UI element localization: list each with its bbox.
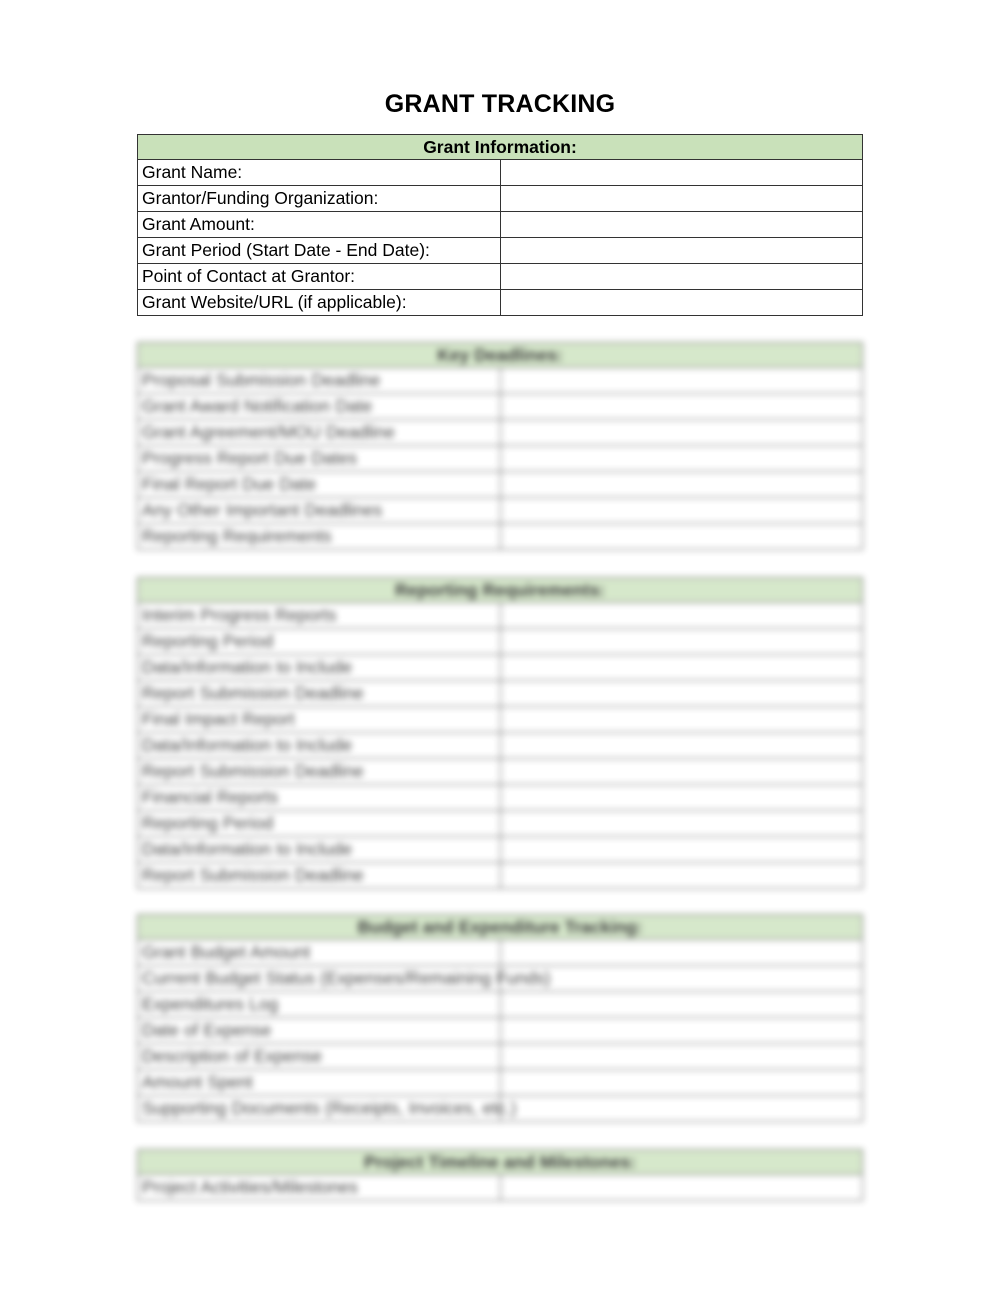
row-label: Grantor/Funding Organization: bbox=[138, 186, 501, 212]
value-cell[interactable] bbox=[500, 940, 863, 966]
table-row bbox=[138, 524, 863, 550]
row-label: Expenditures Log bbox=[138, 992, 501, 1018]
table-row bbox=[138, 1175, 863, 1201]
table-row bbox=[138, 603, 863, 629]
table-row bbox=[138, 368, 863, 394]
value-cell[interactable] bbox=[500, 863, 863, 889]
row-label: Report Submission Deadline bbox=[138, 759, 501, 785]
table-row bbox=[138, 940, 863, 966]
value-cell[interactable] bbox=[500, 472, 863, 498]
row-label: Proposal Submission Deadline bbox=[138, 368, 501, 394]
value-cell[interactable] bbox=[500, 1096, 863, 1122]
table-row bbox=[138, 992, 863, 1018]
value-cell[interactable] bbox=[500, 603, 863, 629]
value-cell[interactable] bbox=[500, 264, 863, 290]
grant-information-table bbox=[137, 134, 863, 316]
row-label: Supporting Documents (Receipts, Invoices, etc.) bbox=[138, 1096, 501, 1122]
table-row bbox=[138, 811, 863, 837]
row-label: Final Report Due Date bbox=[138, 472, 501, 498]
value-cell[interactable] bbox=[500, 811, 863, 837]
value-cell[interactable] bbox=[500, 186, 863, 212]
table-row bbox=[138, 472, 863, 498]
value-cell[interactable] bbox=[500, 681, 863, 707]
row-label: Final Impact Report bbox=[138, 707, 501, 733]
value-cell[interactable] bbox=[500, 446, 863, 472]
table-row bbox=[138, 863, 863, 889]
page-title: GRANT TRACKING bbox=[384, 90, 616, 118]
row-label: Amount Spent bbox=[138, 1070, 501, 1096]
value-cell[interactable] bbox=[500, 1018, 863, 1044]
row-label: Progress Report Due Dates bbox=[138, 446, 501, 472]
table-row bbox=[138, 394, 863, 420]
table-row bbox=[138, 655, 863, 681]
row-label: Reporting Period bbox=[138, 629, 501, 655]
table-header: Budget and Expenditure Tracking: bbox=[138, 915, 863, 940]
value-cell[interactable] bbox=[500, 238, 863, 264]
budget-tracking-table bbox=[137, 914, 863, 1122]
table-row bbox=[138, 707, 863, 733]
table-row bbox=[138, 186, 863, 212]
value-cell[interactable] bbox=[500, 707, 863, 733]
row-label: Reporting Requirements bbox=[138, 524, 501, 550]
table-row bbox=[138, 420, 863, 446]
row-label: Reporting Period bbox=[138, 811, 501, 837]
value-cell[interactable] bbox=[500, 759, 863, 785]
value-cell[interactable] bbox=[500, 1070, 863, 1096]
value-cell[interactable] bbox=[500, 837, 863, 863]
row-label: Grant Agreement/MOU Deadline bbox=[138, 420, 501, 446]
row-label: Description of Expense bbox=[138, 1044, 501, 1070]
row-label: Interim Progress Reports bbox=[138, 603, 501, 629]
value-cell[interactable] bbox=[500, 160, 863, 186]
value-cell[interactable] bbox=[500, 498, 863, 524]
table-header: Reporting Requirements: bbox=[138, 578, 863, 603]
row-label: Any Other Important Deadlines bbox=[138, 498, 501, 524]
table-row bbox=[138, 1096, 863, 1122]
value-cell[interactable] bbox=[500, 420, 863, 446]
value-cell[interactable] bbox=[500, 992, 863, 1018]
value-cell[interactable] bbox=[500, 524, 863, 550]
row-label: Report Submission Deadline bbox=[138, 863, 501, 889]
table-row bbox=[138, 264, 863, 290]
row-label: Financial Reports bbox=[138, 785, 501, 811]
value-cell[interactable] bbox=[500, 212, 863, 238]
row-label: Grant Period (Start Date - End Date): bbox=[138, 238, 501, 264]
table-row bbox=[138, 290, 863, 316]
row-label: Data/Information to Include bbox=[138, 837, 501, 863]
value-cell[interactable] bbox=[500, 1044, 863, 1070]
table-row bbox=[138, 629, 863, 655]
table-row bbox=[138, 238, 863, 264]
table-row bbox=[138, 966, 863, 992]
table-row bbox=[138, 1070, 863, 1096]
row-label: Data/Information to Include bbox=[138, 655, 501, 681]
row-label: Report Submission Deadline bbox=[138, 681, 501, 707]
table-row bbox=[138, 837, 863, 863]
value-cell[interactable] bbox=[500, 290, 863, 316]
row-label: Project Activities/Milestones bbox=[138, 1175, 501, 1201]
row-label: Data/Information to Include bbox=[138, 733, 501, 759]
table-row bbox=[138, 759, 863, 785]
table-row bbox=[138, 1044, 863, 1070]
row-label: Grant Website/URL (if applicable): bbox=[138, 290, 501, 316]
table-row bbox=[138, 1018, 863, 1044]
row-label: Current Budget Status (Expenses/Remaining Funds) bbox=[138, 966, 501, 992]
reporting-requirements-table bbox=[137, 577, 863, 889]
row-label: Grant Award Notification Date bbox=[138, 394, 501, 420]
table-row bbox=[138, 446, 863, 472]
row-label: Point of Contact at Grantor: bbox=[138, 264, 501, 290]
value-cell[interactable] bbox=[500, 966, 863, 992]
value-cell[interactable] bbox=[500, 785, 863, 811]
row-label: Grant Name: bbox=[138, 160, 501, 186]
table-row bbox=[138, 160, 863, 186]
value-cell[interactable] bbox=[500, 368, 863, 394]
table-row bbox=[138, 498, 863, 524]
value-cell[interactable] bbox=[500, 394, 863, 420]
value-cell[interactable] bbox=[500, 1175, 863, 1201]
table-row bbox=[138, 212, 863, 238]
row-label: Grant Amount: bbox=[138, 212, 501, 238]
project-timeline-table bbox=[137, 1149, 863, 1201]
table-row bbox=[138, 733, 863, 759]
key-deadlines-table bbox=[137, 342, 863, 550]
table-row bbox=[138, 681, 863, 707]
table-row bbox=[138, 785, 863, 811]
row-label: Date of Expense bbox=[138, 1018, 501, 1044]
table-header: Grant Information: bbox=[138, 135, 863, 160]
table-header: Project Timeline and Milestones: bbox=[138, 1150, 863, 1175]
value-cell[interactable] bbox=[500, 655, 863, 681]
table-header: Key Deadlines: bbox=[138, 343, 863, 368]
row-label: Grant Budget Amount bbox=[138, 940, 501, 966]
value-cell[interactable] bbox=[500, 733, 863, 759]
value-cell[interactable] bbox=[500, 629, 863, 655]
